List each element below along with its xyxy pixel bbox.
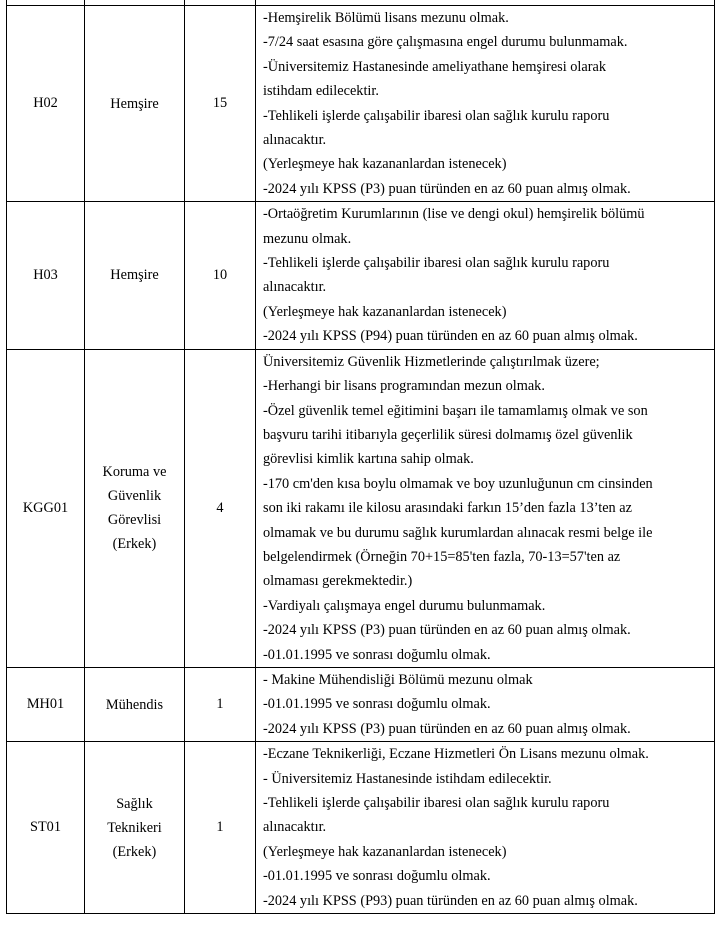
requirement-line: -Ortaöğretim Kurumlarının (lise ve dengi okul) hemşirelik bölümü xyxy=(263,206,645,223)
requirement-line: alınacaktır. xyxy=(263,132,327,149)
position-code: ST01 xyxy=(7,742,85,914)
positions-table xyxy=(6,0,715,914)
requirement-line: -7/24 saat esasına göre çalışmasına engel durumu bulunmamak. xyxy=(263,34,628,51)
requirement-line: -Özel güvenlik temel eğitimini başarı ile tamamlamış olmak ve son xyxy=(263,402,648,419)
requirement-line: istihdam edilecektir. xyxy=(263,83,379,100)
position-title xyxy=(85,6,185,202)
requirement-line: alınacaktır. xyxy=(263,819,327,836)
position-title xyxy=(85,742,185,914)
requirement-line: -01.01.1995 ve sonrası doğumlu olmak. xyxy=(263,696,491,713)
requirements-cell xyxy=(256,667,715,741)
requirement-line: alınacaktır. xyxy=(263,279,327,296)
requirement-line: -170 cm'den kısa boylu olmamak ve boy uzunluğunun cm cinsinden xyxy=(263,475,653,492)
requirement-line: -Hemşirelik Bölümü lisans mezunu olmak. xyxy=(263,10,509,26)
requirement-line: -Herhangi bir lisans programından mezun olmak. xyxy=(263,378,545,395)
position-count: 10 xyxy=(185,202,256,349)
requirement-line: belgelendirmek (Örneğin 70+15=85'ten fazla, 70-13=57'ten az xyxy=(263,548,621,565)
requirement-line: -Tehlikeli işlerde çalışabilir ibaresi olan sağlık kurulu raporu xyxy=(263,795,610,811)
position-count: 15 xyxy=(185,6,256,202)
requirement-line: -01.01.1995 ve sonrası doğumlu olmak. xyxy=(263,646,491,663)
requirement-line: -2024 yılı KPSS (P93) puan türünden en az 60 puan almış olmak. xyxy=(263,892,638,909)
table-row xyxy=(7,742,715,914)
title-line: Güvenlik xyxy=(107,488,162,505)
requirement-line: -2024 yılı KPSS (P3) puan türünden en az 60 puan almış olmak. xyxy=(263,720,631,737)
requirements-cell xyxy=(256,6,715,202)
requirement-line: Üniversitemiz Güvenlik Hizmetlerinde çalıştırılmak üzere; xyxy=(263,353,600,370)
requirement-line: son iki rakamı ile kilosu arasındaki farkın 15’den fazla 13’ten az xyxy=(263,500,632,517)
requirement-line: -Eczane Teknikerliği, Eczane Hizmetleri Ön Lisans mezunu olmak. xyxy=(263,746,649,763)
requirements-cell xyxy=(256,742,715,914)
title-line: Hemşire xyxy=(110,95,159,112)
position-count: 4 xyxy=(185,349,256,667)
position-code: H03 xyxy=(7,202,85,349)
requirement-line: olmaması gerekmektedir.) xyxy=(263,573,413,590)
requirement-line: mezunu olmak. xyxy=(263,230,352,247)
position-count: 1 xyxy=(185,667,256,741)
title-line: (Erkek) xyxy=(112,843,157,860)
title-line: Koruma ve xyxy=(102,464,167,481)
requirement-line: başvuru tarihi itibarıyla geçerlilik süresi dolmamış özel güvenlik xyxy=(263,426,633,443)
title-line: Teknikeri xyxy=(107,819,162,836)
requirement-line: (Yerleşmeye hak kazananlardan istenecek) xyxy=(263,156,507,173)
requirement-line: -Üniversitemiz Hastanesinde ameliyathane hemşiresi olarak xyxy=(263,58,606,75)
position-code: KGG01 xyxy=(7,349,85,667)
title-line: Mühendis xyxy=(105,696,164,713)
title-line: Sağlık xyxy=(116,795,153,812)
requirement-line: (Yerleşmeye hak kazananlardan istenecek) xyxy=(263,843,507,860)
requirement-line: -2024 yılı KPSS (P94) puan türünden en az 60 puan almış olmak. xyxy=(263,328,638,345)
position-title xyxy=(85,349,185,667)
requirement-line: - Makine Mühendisliği Bölümü mezunu olmak xyxy=(263,671,533,688)
requirement-line: -2024 yılı KPSS (P3) puan türünden en az 60 puan almış olmak. xyxy=(263,180,631,197)
requirement-line: -Tehlikeli işlerde çalışabilir ibaresi olan sağlık kurulu raporu xyxy=(263,255,610,272)
position-code: H02 xyxy=(7,6,85,202)
position-title xyxy=(85,667,185,741)
position-code: MH01 xyxy=(7,667,85,741)
requirements-cell xyxy=(256,349,715,667)
requirement-line: - Üniversitemiz Hastanesinde istihdam edilecektir. xyxy=(263,770,552,787)
positions-table-wrapper xyxy=(6,0,714,914)
requirement-line: olmamak ve bu durumu sağlık kurumlardan alınacak resmi belge ile xyxy=(263,524,653,541)
title-line: Görevlisi xyxy=(107,512,162,529)
table-row xyxy=(7,6,715,202)
requirement-line: -Vardiyalı çalışmaya engel durumu bulunmamak. xyxy=(263,597,546,614)
position-title xyxy=(85,202,185,349)
requirement-line: -2024 yılı KPSS (P3) puan türünden en az 60 puan almış olmak. xyxy=(263,622,631,639)
requirement-line: görevlisi kimlik kartına sahip olmak. xyxy=(263,451,474,468)
requirement-line: (Yerleşmeye hak kazananlardan istenecek) xyxy=(263,303,507,320)
position-count: 1 xyxy=(185,742,256,914)
table-row xyxy=(7,202,715,349)
table-row xyxy=(7,667,715,741)
title-line: (Erkek) xyxy=(112,536,157,553)
requirement-line: -01.01.1995 ve sonrası doğumlu olmak. xyxy=(263,868,491,885)
table-row xyxy=(7,349,715,667)
title-line: Hemşire xyxy=(110,267,159,284)
requirements-cell xyxy=(256,202,715,349)
requirement-line: -Tehlikeli işlerde çalışabilir ibaresi olan sağlık kurulu raporu xyxy=(263,107,610,124)
